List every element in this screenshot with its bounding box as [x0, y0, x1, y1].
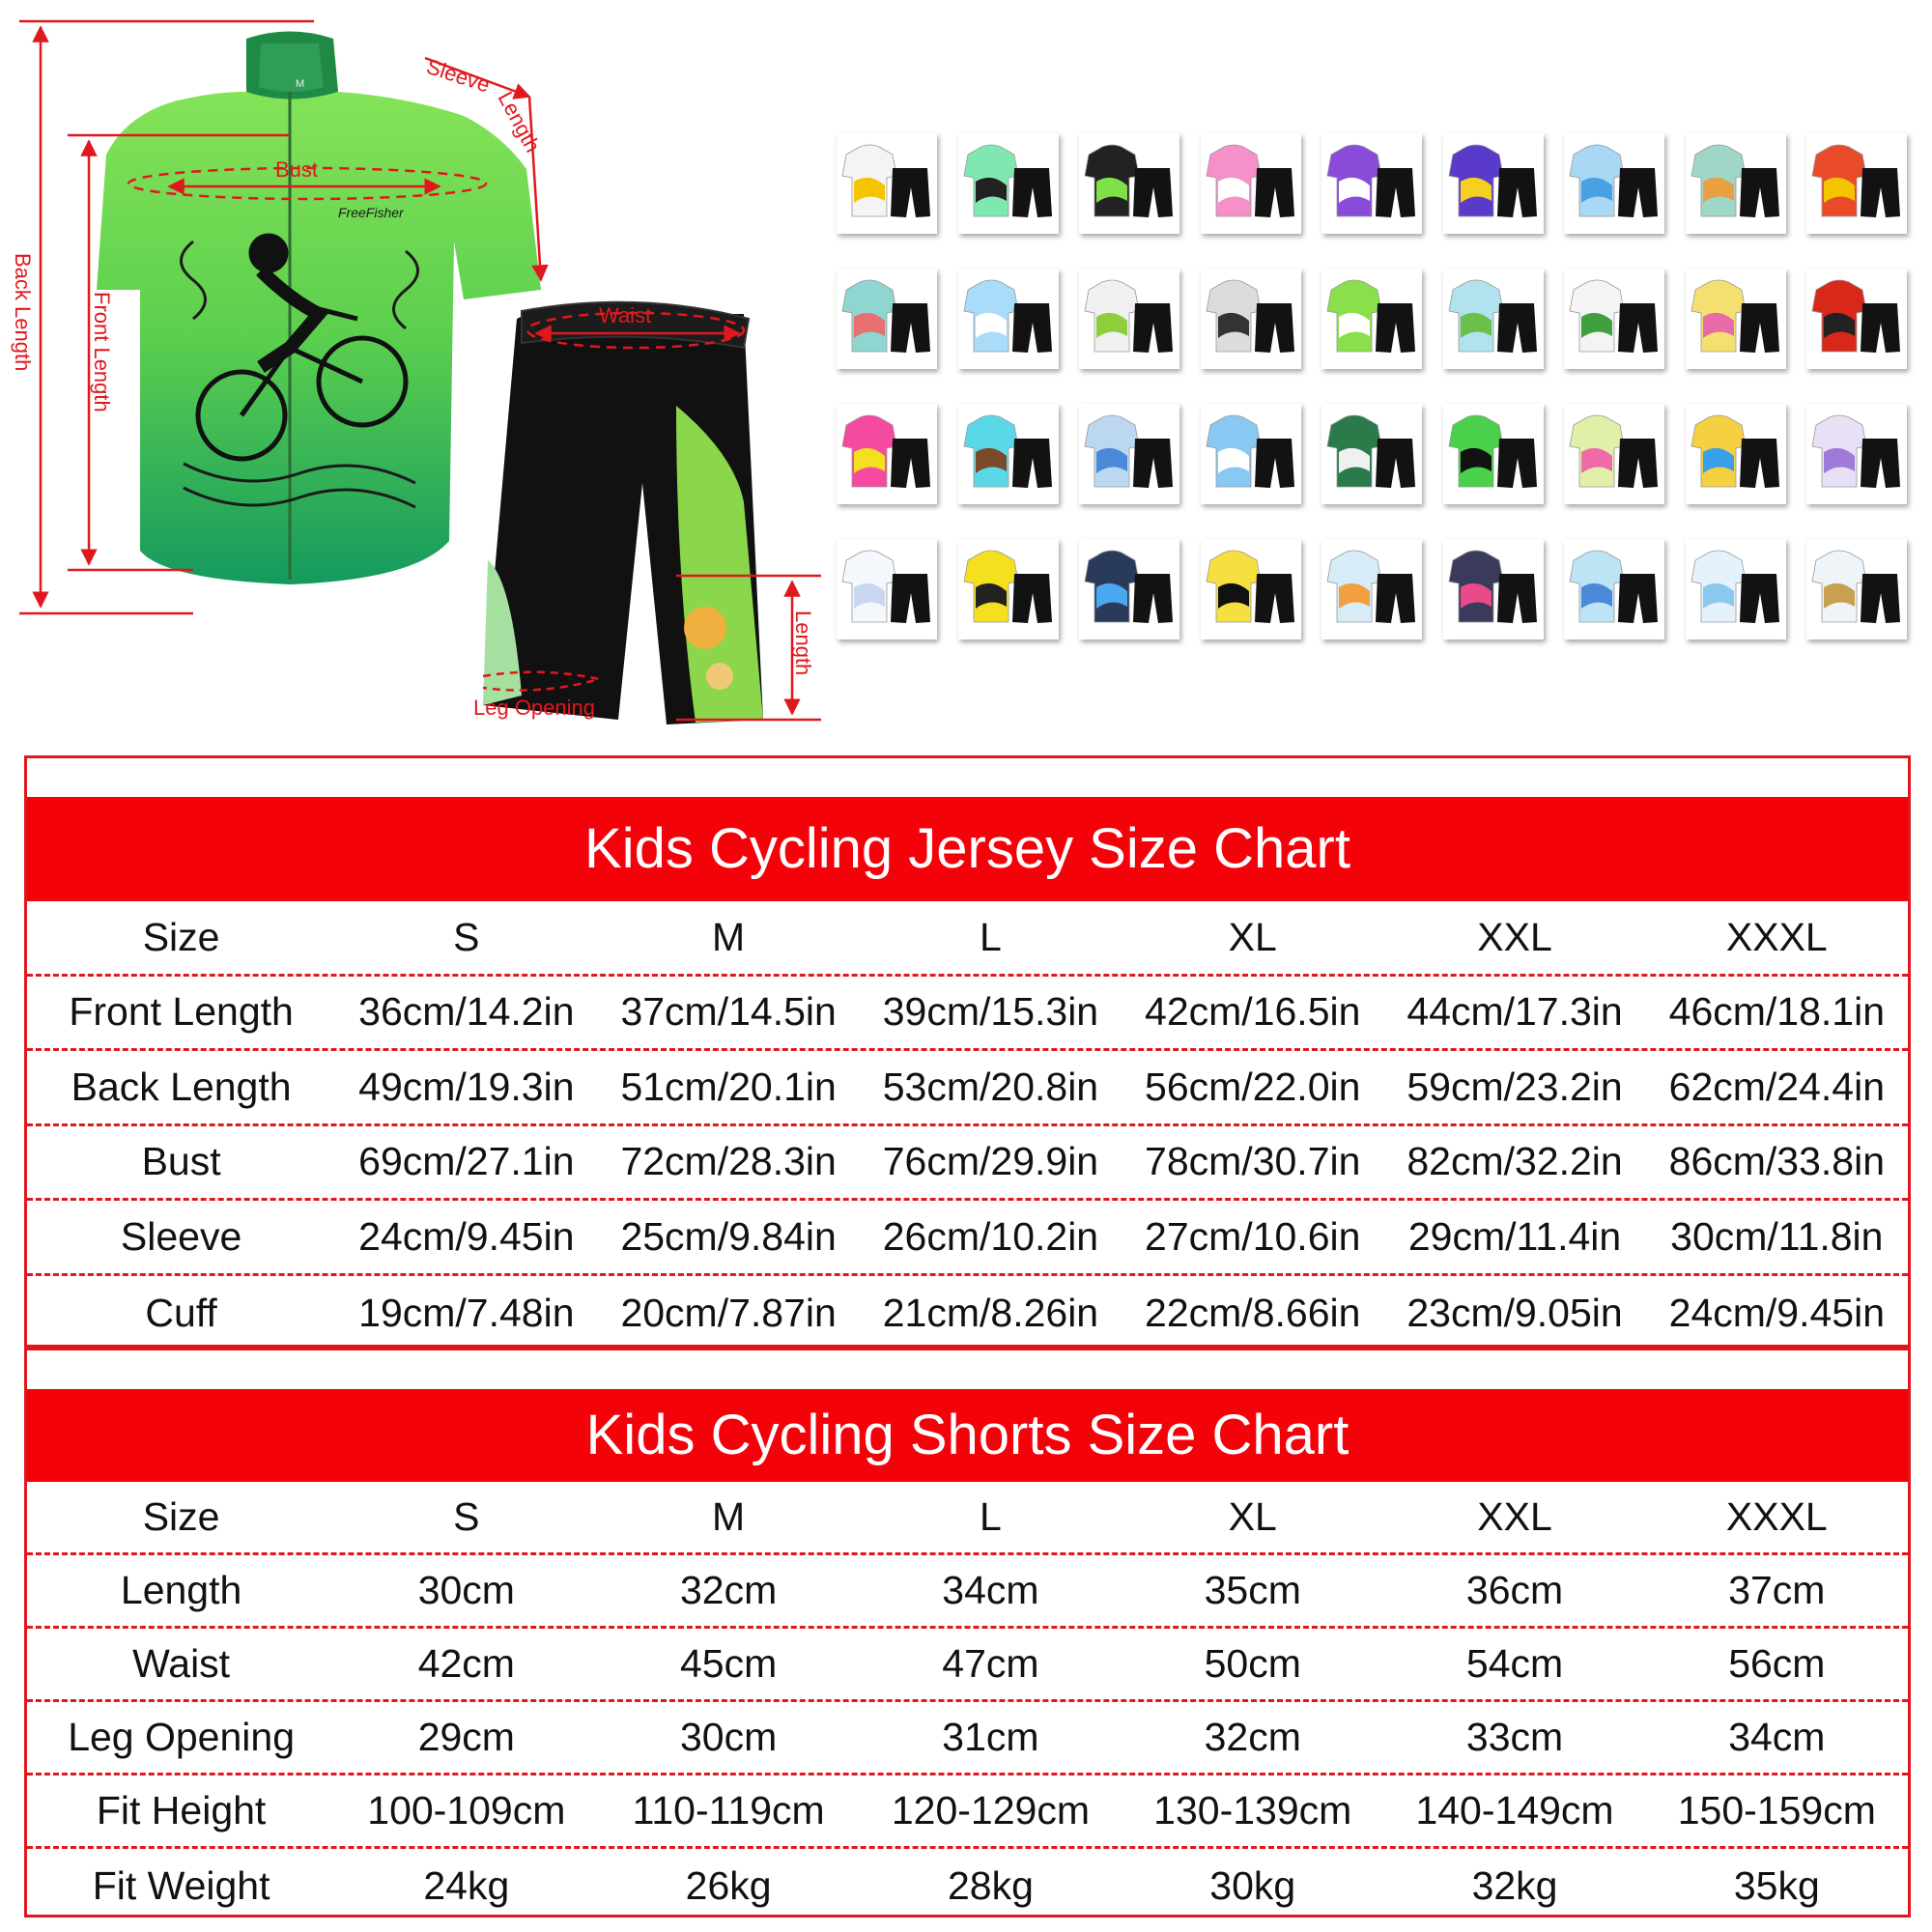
table-cell: 53cm/20.8in [882, 1064, 1099, 1109]
leg-opening-label: Leg Opening [473, 696, 595, 720]
size-header: XL [1228, 914, 1277, 959]
table-cell: 62cm/24.4in [1668, 1064, 1885, 1109]
jersey-color-option[interactable] [1201, 133, 1301, 234]
table-cell: 37cm/14.5in [620, 989, 837, 1035]
jersey-set-icon [1686, 133, 1786, 234]
size-header: XXL [1477, 914, 1552, 959]
jersey-color-option[interactable] [1321, 269, 1422, 369]
jersey-set-icon [837, 133, 937, 234]
jersey-set-icon [837, 404, 937, 504]
jersey-color-option[interactable] [1564, 539, 1664, 639]
table-cell: 21cm/8.26in [882, 1290, 1099, 1335]
jersey-set-icon [837, 539, 937, 639]
jersey-set-icon [837, 269, 937, 369]
table-cell: 26kg [685, 1862, 772, 1908]
size-header: L [980, 1494, 1002, 1539]
size-header: XXXL [1725, 1494, 1828, 1539]
size-header: XXXL [1725, 914, 1828, 959]
jersey-color-option[interactable] [837, 404, 937, 504]
table-cell: 44cm/17.3in [1406, 989, 1623, 1035]
table-cell: 39cm/15.3in [882, 989, 1099, 1035]
table-row [27, 1051, 1908, 1126]
jersey-color-option[interactable] [1079, 133, 1179, 234]
table-cell: 45cm [680, 1641, 778, 1686]
jersey-color-option[interactable] [1443, 539, 1544, 639]
table-cell: 36cm/14.2in [358, 989, 575, 1035]
jersey-color-option[interactable] [1686, 133, 1786, 234]
jersey-set-icon [958, 404, 1059, 504]
table-cell: 82cm/32.2in [1406, 1139, 1623, 1184]
size-header: M [712, 914, 746, 959]
jersey-set-icon [1079, 404, 1179, 504]
table-cell: 36cm [1465, 1568, 1564, 1612]
table-cell: 35cm [1204, 1568, 1301, 1612]
table-cell: 29cm [417, 1715, 515, 1759]
jersey-set-icon [1564, 539, 1664, 639]
table-cell: 24kg [423, 1862, 510, 1908]
table-cell: 32kg [1471, 1862, 1558, 1908]
jersey-color-option[interactable] [1564, 269, 1664, 369]
jersey-set-icon [1564, 133, 1664, 234]
table-row [27, 1849, 1908, 1922]
jersey-set-icon [1443, 404, 1544, 504]
table-cell: 34cm [1728, 1715, 1826, 1759]
jersey-set-icon [958, 133, 1059, 234]
jersey-set-icon [1806, 539, 1907, 639]
table-row [27, 1276, 1908, 1351]
jersey-color-option[interactable] [1806, 539, 1907, 639]
table-cell: 42cm [417, 1641, 515, 1686]
jersey-color-option[interactable] [1686, 404, 1786, 504]
table-cell: 76cm/29.9in [882, 1139, 1099, 1184]
garment-measurement-diagram [0, 0, 831, 734]
table-cell: 69cm/27.1in [358, 1139, 575, 1184]
table-cell: 31cm [942, 1715, 1039, 1759]
jersey-set-icon [1686, 539, 1786, 639]
table-cell: 51cm/20.1in [620, 1064, 837, 1109]
table-cell: 140-149cm [1415, 1788, 1614, 1833]
table-cell: 22cm/8.66in [1145, 1290, 1361, 1335]
jersey-color-option[interactable] [1564, 133, 1664, 234]
jersey-color-option[interactable] [1806, 133, 1907, 234]
table-cell: 24cm/9.45in [358, 1213, 575, 1259]
table-cell: 26cm/10.2in [882, 1213, 1099, 1259]
table-cell: 86cm/33.8in [1668, 1139, 1885, 1184]
jersey-set-icon [958, 269, 1059, 369]
jersey-set-icon [1443, 133, 1544, 234]
jersey-color-option[interactable] [1443, 269, 1544, 369]
row-label: Waist [132, 1641, 231, 1686]
table-cell: 130-139cm [1153, 1788, 1352, 1833]
row-label: Fit Weight [92, 1862, 270, 1908]
table-cell: 25cm/9.84in [620, 1213, 837, 1259]
jersey-color-option[interactable] [1321, 539, 1422, 639]
table-cell: 30cm [680, 1715, 778, 1759]
shorts-illustration [483, 302, 763, 724]
table-cell: 150-159cm [1677, 1788, 1876, 1833]
jersey-color-option[interactable] [1201, 269, 1301, 369]
jersey-color-option[interactable] [1321, 133, 1422, 234]
jersey-color-option[interactable] [837, 539, 937, 639]
jersey-color-option[interactable] [1079, 539, 1179, 639]
header-label: Size [142, 1494, 220, 1539]
jersey-color-option[interactable] [1686, 269, 1786, 369]
row-label: Back Length [71, 1064, 292, 1109]
table-cell: 59cm/23.2in [1406, 1064, 1623, 1109]
table-cell: 56cm [1728, 1641, 1826, 1686]
row-label: Length [120, 1568, 242, 1612]
jersey-set-icon [1079, 539, 1179, 639]
table-cell: 34cm [942, 1568, 1039, 1612]
table-cell: 20cm/7.87in [620, 1290, 837, 1335]
table-cell: 23cm/9.05in [1406, 1290, 1623, 1335]
jersey-set-icon [1201, 133, 1301, 234]
row-label: Bust [141, 1139, 221, 1184]
table-cell: 33cm [1465, 1715, 1564, 1759]
jersey-color-option[interactable] [1321, 404, 1422, 504]
front-length-label: Front Length [90, 292, 114, 412]
bust-label: Bust [275, 157, 319, 182]
size-header: S [453, 1494, 480, 1539]
jersey-color-option[interactable] [958, 269, 1059, 369]
jersey-set-icon [1806, 404, 1907, 504]
jersey-set-icon [1564, 269, 1664, 369]
jersey-set-icon [1321, 269, 1422, 369]
table-cell: 27cm/10.6in [1145, 1213, 1361, 1259]
color-options-grid [837, 133, 1920, 655]
table-cell: 30cm/11.8in [1670, 1213, 1884, 1259]
table-cell: 78cm/30.7in [1145, 1139, 1361, 1184]
jersey-color-option[interactable] [1079, 404, 1179, 504]
jersey-set-icon [958, 539, 1059, 639]
jersey-set-icon [1321, 404, 1422, 504]
size-tag: M [296, 78, 305, 90]
jersey-color-option[interactable] [837, 133, 937, 234]
jersey-set-icon [1686, 404, 1786, 504]
table-cell: 72cm/28.3in [620, 1139, 837, 1184]
table-cell: 28kg [947, 1862, 1034, 1908]
row-label: Front Length [69, 989, 294, 1035]
brand-logo: FreeFisher [338, 205, 404, 220]
table-row [27, 1555, 1908, 1629]
table-cell: 35kg [1733, 1862, 1820, 1908]
table-cell: 120-129cm [891, 1788, 1090, 1833]
jersey-set-icon [1564, 404, 1664, 504]
jersey-color-option[interactable] [1564, 404, 1664, 504]
size-header: S [453, 914, 480, 959]
table-cell: 32cm [1204, 1715, 1301, 1759]
jersey-set-icon [1321, 133, 1422, 234]
waist-label: Waist [599, 303, 652, 327]
table-cell: 42cm/16.5in [1145, 989, 1361, 1035]
jersey-color-option[interactable] [1806, 404, 1907, 504]
table-row [27, 1201, 1908, 1276]
jersey-set-icon [1686, 269, 1786, 369]
jersey-color-option[interactable] [1201, 404, 1301, 504]
table-row [27, 1702, 1908, 1776]
table-cell: 32cm [680, 1568, 778, 1612]
row-label: Leg Opening [68, 1715, 295, 1759]
table-cell: 49cm/19.3in [358, 1064, 575, 1109]
table-cell: 54cm [1465, 1641, 1564, 1686]
table-cell: 19cm/7.48in [358, 1290, 575, 1335]
jersey-color-option[interactable] [1443, 404, 1544, 504]
shorts-length-label: Length [791, 611, 815, 676]
jersey-color-option[interactable] [837, 269, 937, 369]
shorts-size-chart [24, 1348, 1911, 1918]
jersey-chart-title: Kids Cycling Jersey Size Chart [27, 797, 1908, 901]
jersey-illustration [97, 32, 541, 585]
row-label: Fit Height [96, 1788, 267, 1833]
table-cell: 37cm [1728, 1568, 1826, 1612]
jersey-color-option[interactable] [958, 404, 1059, 504]
jersey-size-chart [24, 755, 1911, 1348]
table-row [27, 1776, 1908, 1849]
size-header: XL [1228, 1494, 1277, 1539]
table-cell: 47cm [942, 1641, 1039, 1686]
table-cell: 30kg [1209, 1862, 1296, 1908]
jersey-color-option[interactable] [958, 133, 1059, 234]
table-row [27, 977, 1908, 1052]
table-cell: 100-109cm [367, 1788, 566, 1833]
jersey-set-icon [1079, 133, 1179, 234]
table-cell: 50cm [1204, 1641, 1301, 1686]
jersey-color-option[interactable] [1806, 269, 1907, 369]
table-cell: 29cm/11.4in [1407, 1213, 1622, 1259]
sleeve-label: Sleeve [423, 53, 494, 98]
jersey-set-icon [1806, 133, 1907, 234]
jersey-color-option[interactable] [1686, 539, 1786, 639]
table-header-row [27, 901, 1908, 977]
jersey-set-icon [1201, 269, 1301, 369]
jersey-set-icon [1079, 269, 1179, 369]
jersey-set-icon [1321, 539, 1422, 639]
jersey-color-option[interactable] [1443, 133, 1544, 234]
jersey-set-icon [1443, 269, 1544, 369]
jersey-set-icon [1201, 404, 1301, 504]
shorts-chart-title: Kids Cycling Shorts Size Chart [27, 1389, 1908, 1482]
back-length-label: Back Length [11, 253, 35, 372]
jersey-color-option[interactable] [958, 539, 1059, 639]
size-header: L [980, 914, 1002, 959]
table-header-row [27, 1482, 1908, 1555]
jersey-color-option[interactable] [1201, 539, 1301, 639]
jersey-set-icon [1443, 539, 1544, 639]
jersey-color-option[interactable] [1079, 269, 1179, 369]
table-cell: 110-119cm [632, 1788, 825, 1833]
sleeve-length-label: Length [493, 87, 546, 156]
jersey-set-icon [1201, 539, 1301, 639]
row-label: Cuff [145, 1290, 217, 1335]
row-label: Sleeve [120, 1213, 242, 1259]
size-header: M [712, 1494, 746, 1539]
header-label: Size [142, 914, 220, 959]
table-cell: 56cm/22.0in [1145, 1064, 1361, 1109]
jersey-set-icon [1806, 269, 1907, 369]
table-row [27, 1629, 1908, 1702]
table-cell: 30cm [417, 1568, 515, 1612]
table-cell: 24cm/9.45in [1668, 1290, 1885, 1335]
size-header: XXL [1477, 1494, 1552, 1539]
table-cell: 46cm/18.1in [1668, 989, 1885, 1035]
table-row [27, 1126, 1908, 1202]
